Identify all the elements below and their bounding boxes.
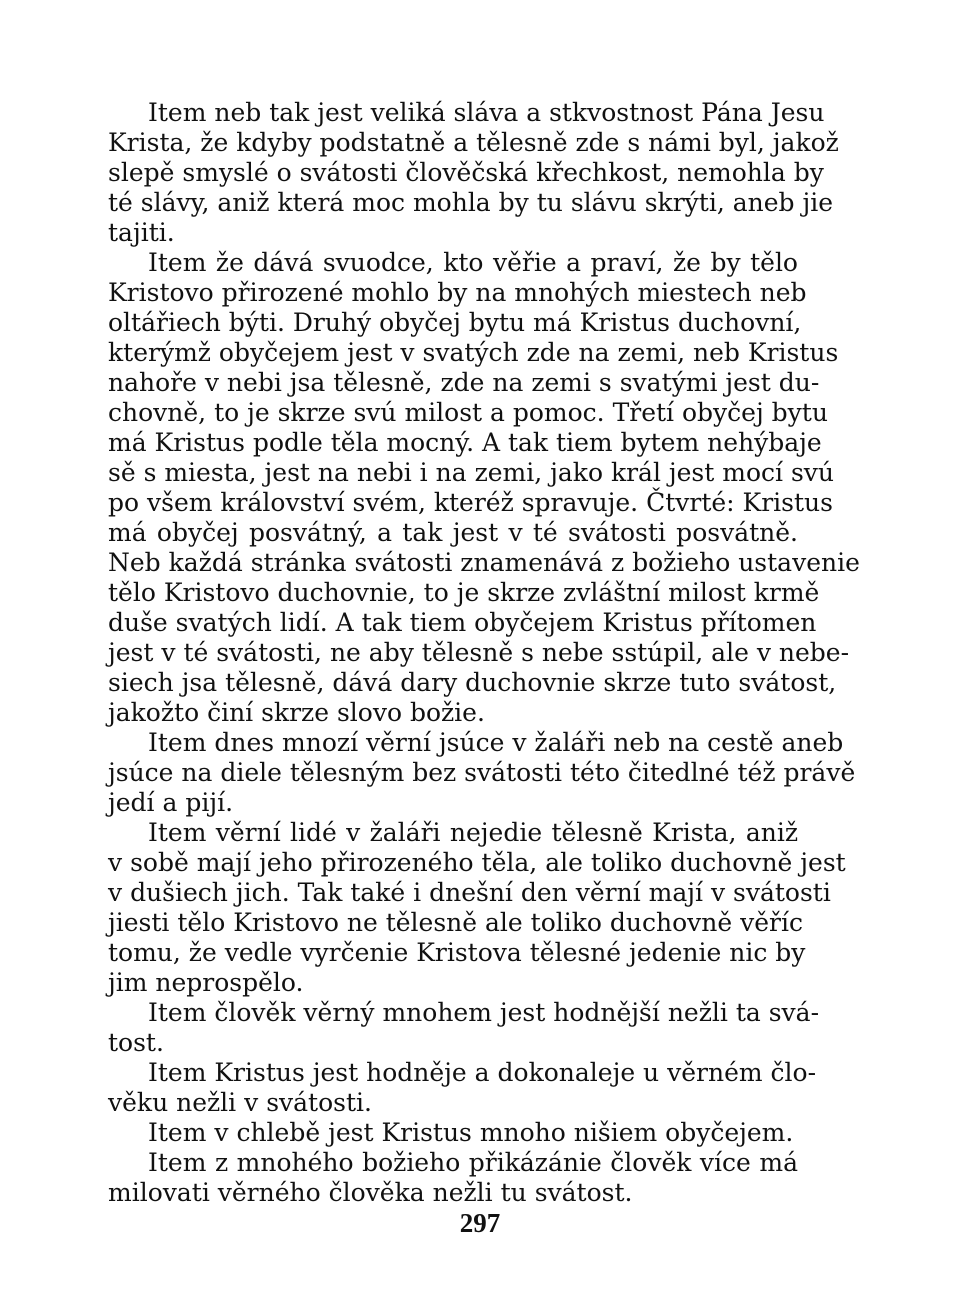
text-line: tělo Kristovo duchovnie, to je skrze zvláštní milost krmě bbox=[108, 578, 820, 607]
text-line: tajiti. bbox=[108, 218, 175, 247]
text-line: slepě smyslé o svátosti člověčská křechkost, nemohla by bbox=[108, 158, 824, 187]
text-line: Item dnes mnozí věrní jsúce v žaláři neb na cestě aneb bbox=[148, 728, 844, 757]
text-line: Item Kristus jest hodněje a dokonaleje u věrném člo- bbox=[148, 1058, 817, 1087]
text-line: tomu, že vedle vyrčenie Kristova tělesné jedenie nic by bbox=[108, 938, 806, 967]
text-line: Kristovo přirozené mohlo by na mnohých miestech neb bbox=[108, 278, 807, 307]
text-line: siech jsa tělesně, dává dary duchovnie skrze tuto svátost, bbox=[108, 668, 837, 697]
text-line: jsúce na diele tělesným bez svátosti této čitedlné též právě bbox=[108, 758, 856, 787]
text-line: Item člověk věrný mnohem jest hodnější nežli ta svá- bbox=[148, 998, 820, 1027]
text-line: nahoře v nebi jsa tělesně, zde na zemi s svatými jest du- bbox=[108, 368, 820, 397]
text-line: tost. bbox=[108, 1028, 164, 1057]
text-line: má Kristus podle těla mocný. A tak tiem bytem nehýbaje bbox=[108, 428, 822, 457]
text-line: v dušiech jich. Tak také i dnešní den věrní mají v svátosti bbox=[108, 878, 831, 907]
text-line: jiesti tělo Kristovo ne tělesně ale toliko duchovně věříc bbox=[108, 908, 803, 937]
text-line: jedí a pijí. bbox=[108, 788, 234, 817]
page-number: 297 bbox=[459, 1208, 501, 1238]
text-line: jakožto činí skrze slovo božie. bbox=[108, 698, 485, 727]
text-line: té slávy, aniž která moc mohla by tu slávu skrýti, aneb jie bbox=[108, 188, 834, 217]
text-line: Item věrní lidé v žaláři nejedie tělesně Krista, aniž bbox=[148, 818, 798, 847]
text-line: kterýmž obyčejem jest v svatých zde na zemi, neb Kristus bbox=[108, 338, 839, 367]
text-line: Item že dává svuodce, kto věřie a praví, že by tělo bbox=[148, 248, 798, 277]
text-line: Item z mnohého božieho přikázánie člověk více má bbox=[148, 1148, 798, 1177]
text-line: jim neprospělo. bbox=[108, 968, 304, 997]
text-line: jest v té svátosti, ne aby tělesně s nebe sstúpil, ale v nebe- bbox=[108, 638, 850, 667]
text-line: oltářiech býti. Druhý obyčej bytu má Kristus duchovní, bbox=[108, 308, 802, 337]
text-line: má obyčej posvátný, a tak jest v té svátosti posvátně. bbox=[108, 518, 798, 547]
text-line: po všem království svém, kteréž spravuje. Čtvrté: Kristus bbox=[108, 488, 833, 517]
text-line: Item neb tak jest veliká sláva a stkvostnost Pána Jesu bbox=[148, 98, 825, 127]
text-line: chovně, to je skrze svú milost a pomoc. Třetí obyčej bytu bbox=[108, 398, 828, 427]
text-line: v sobě mají jeho přirozeného těla, ale toliko duchovně jest bbox=[108, 848, 846, 877]
text-line: věku nežli v svátosti. bbox=[108, 1088, 372, 1117]
page-text bbox=[108, 98, 860, 1208]
text-line: Item v chlebě jest Kristus mnoho nišiem obyčejem. bbox=[148, 1118, 794, 1147]
text-line: Neb každá stránka svátosti znamenává z božieho ustavenie bbox=[108, 548, 860, 577]
text-line: Krista, že kdyby podstatně a tělesně zde s námi byl, jakož bbox=[108, 128, 839, 157]
text-line: sě s miesta, jest na nebi i na zemi, jako král jest mocí svú bbox=[108, 458, 835, 487]
text-line: milovati věrného člověka nežli tu svátost. bbox=[108, 1178, 633, 1207]
text-line: duše svatých lidí. A tak tiem obyčejem Kristus přítomen bbox=[108, 608, 817, 637]
